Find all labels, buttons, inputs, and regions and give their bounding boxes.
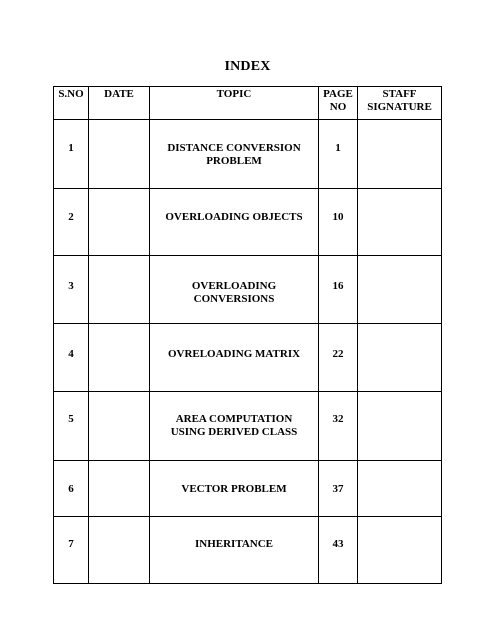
page-cell: 16 — [319, 256, 358, 324]
page-title: INDEX — [224, 59, 271, 74]
sno-cell: 1 — [54, 120, 89, 189]
topic-cell: INHERITANCE — [150, 517, 319, 584]
table-row — [54, 189, 442, 256]
signature-cell — [358, 256, 442, 324]
table-row — [54, 324, 442, 392]
date-cell — [89, 461, 150, 517]
topic-cell: OVERLOADING CONVERSIONS — [150, 256, 319, 324]
date-cell — [89, 324, 150, 392]
page-cell: 10 — [319, 189, 358, 256]
page-cell: 32 — [319, 392, 358, 461]
topic-cell: OVERLOADING OBJECTS — [150, 189, 319, 256]
signature-cell — [358, 461, 442, 517]
sno-cell: 3 — [54, 256, 89, 324]
signature-cell — [358, 324, 442, 392]
header-date: DATE — [89, 87, 150, 120]
table-row — [54, 256, 442, 324]
sno-cell: 2 — [54, 189, 89, 256]
sno-cell: 5 — [54, 392, 89, 461]
header-row — [54, 87, 442, 120]
date-cell — [89, 392, 150, 461]
topic-cell: VECTOR PROBLEM — [150, 461, 319, 517]
page-cell: 22 — [319, 324, 358, 392]
table-row — [54, 461, 442, 517]
header-page-no: PAGE NO — [319, 87, 358, 120]
table-row — [54, 120, 442, 189]
table-row — [54, 517, 442, 584]
index-table — [53, 86, 442, 584]
signature-cell — [358, 189, 442, 256]
sno-cell: 4 — [54, 324, 89, 392]
header-staff-signature: STAFF SIGNATURE — [358, 87, 442, 120]
topic-cell: AREA COMPUTATION USING DERIVED CLASS — [150, 392, 319, 461]
sno-cell: 6 — [54, 461, 89, 517]
sno-cell: 7 — [54, 517, 89, 584]
header-topic: TOPIC — [150, 87, 319, 120]
header-sno: S.NO — [54, 87, 89, 120]
signature-cell — [358, 120, 442, 189]
page-cell: 43 — [319, 517, 358, 584]
page-cell: 1 — [319, 120, 358, 189]
date-cell — [89, 517, 150, 584]
topic-cell: OVRELOADING MATRIX — [150, 324, 319, 392]
topic-cell: DISTANCE CONVERSION PROBLEM — [150, 120, 319, 189]
signature-cell — [358, 392, 442, 461]
date-cell — [89, 189, 150, 256]
date-cell — [89, 256, 150, 324]
signature-cell — [358, 517, 442, 584]
date-cell — [89, 120, 150, 189]
table-row — [54, 392, 442, 461]
page-cell: 37 — [319, 461, 358, 517]
